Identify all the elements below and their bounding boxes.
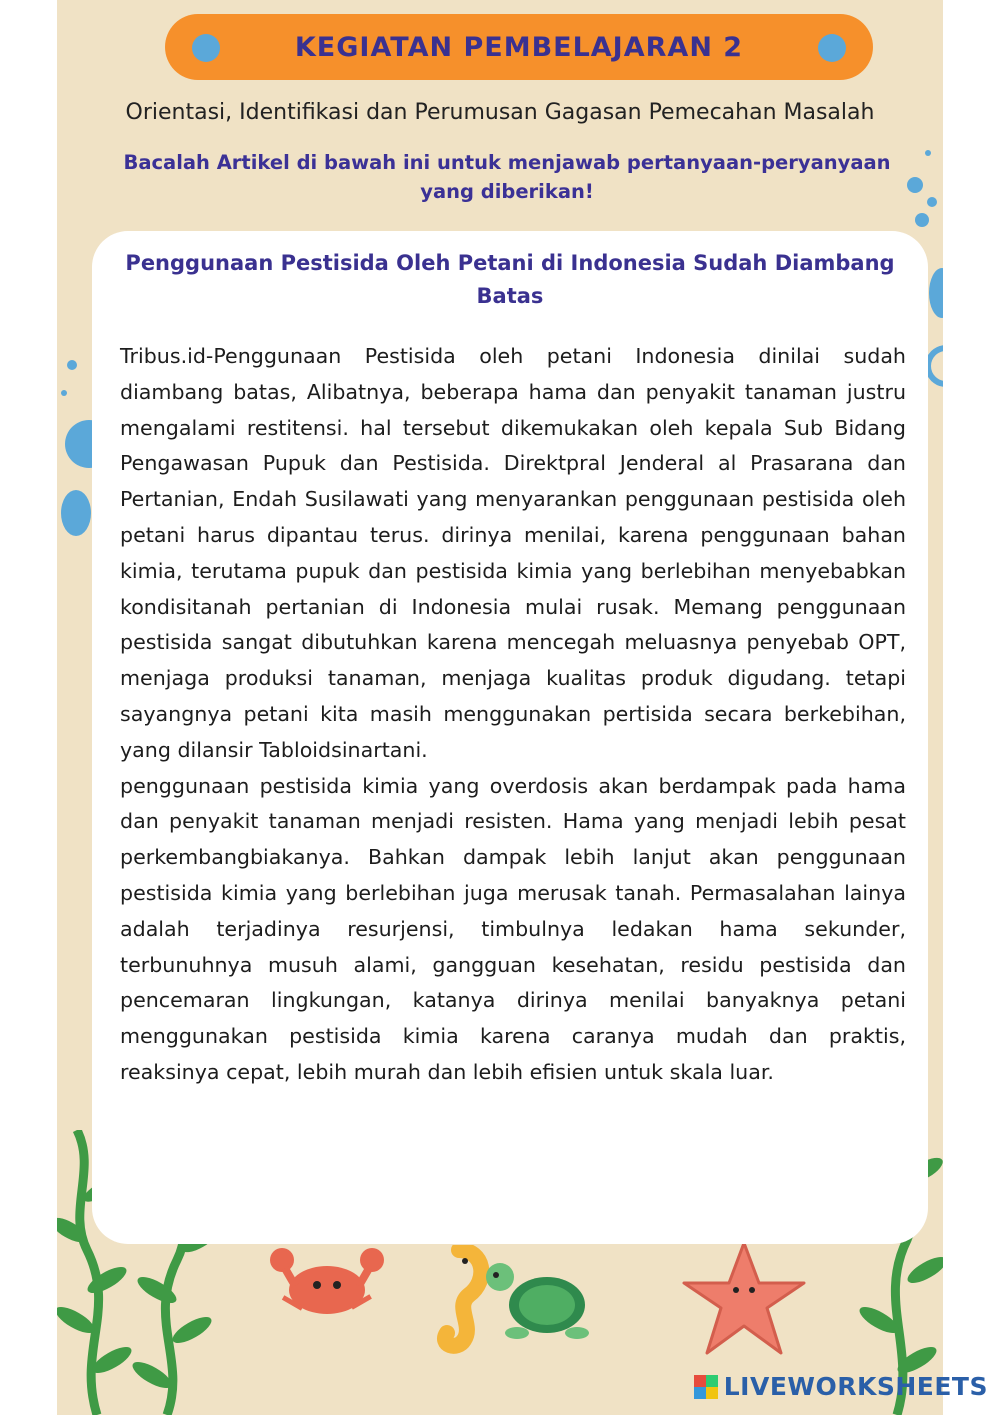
bubble-icon — [192, 34, 220, 62]
article-paragraph: penggunaan pestisida kimia yang overdosis akan berdampak pada hama dan penyakit tanaman menjadi resisten. Hama yang menjadi lebih pesat perkembangbiakanya. Bahkan dampak lebih lanjut akan penggunaan pestisida kimia yang berlebihan juga merusak tanah. Permasalahan lainya adalah terjadinya resurjensi, timbulnya ledakan hama sekunder, terbunuhnya musuh alami, gangguan kesehatan, residu pestisida dan pencemaran lingkungan, katanya dirinya menilai banyaknya petani menggunakan pestisida kimia karena caranya mudah dan praktis, reaksinya cepat, lebih murah dan lebih efisien untuk skala luar. — [120, 773, 906, 1084]
liveworksheets-logo[interactable] — [694, 1372, 988, 1401]
bubble-icon — [915, 213, 929, 227]
worksheet-page — [57, 0, 943, 1415]
bubble-icon — [61, 490, 91, 536]
section-subtitle: Orientasi, Identifikasi dan Perumusan Gagasan Pemecahan Masalah — [125, 100, 875, 125]
starfish-icon — [679, 1238, 809, 1358]
article-body — [120, 339, 906, 1091]
bubble-icon — [927, 197, 937, 207]
bubble-icon — [818, 34, 846, 62]
article-card — [92, 231, 928, 1244]
bubble-icon — [67, 360, 77, 370]
bubble-icon — [925, 150, 931, 156]
liveworksheets-logo-icon — [694, 1375, 718, 1399]
article-title: Penggunaan Pestisida Oleh Petani di Indonesia Sudah Diambang Batas — [125, 251, 895, 308]
banner-title: KEGIATAN PEMBELAJARAN 2 — [294, 31, 744, 63]
article-paragraph: Tribus.id-Penggunaan Pestisida oleh petani Indonesia dinilai sudah diambang batas, Alibatnya, beberapa hama dan penyakit tanaman justru mengalami restitensi. hal tersebut dikemukakan oleh kepala Sub Bidang Pengawasan Pupuk dan Pestisida. Direktpral Jenderal al Prasarana dan Pertanian, Endah Susilawati yang menyarankan penggunaan pestisida oleh petani harus dipantau terus. dirinya menilai, karena penggunaan bahan kimia, terutama pupuk dan pestisida kimia yang berlebihan menyebabkan kondisitanah pertanian di Indonesia mulai rusak. Memang penggunaan pestisida sangat dibutuhkan karena mencegah meluasnya penyebab OPT, menjaga produksi tanaman, menjaga kualitas produk digudang. tetapi sayangnya petani kita masih menggunakan pertisida secara berkebihan, yang dilansir Tabloidsinartani. — [120, 344, 906, 762]
bubble-icon — [61, 390, 67, 396]
bubble-icon — [907, 177, 923, 193]
logo-text: LIVEWORKSHEETS — [723, 1372, 988, 1401]
turtle-icon — [482, 1255, 592, 1345]
crab-icon — [262, 1245, 392, 1325]
instruction-text: Bacalah Artikel di bawah ini untuk menjawab pertanyaan-peryanyaan yang diberikan! — [123, 151, 891, 203]
bubble-icon — [929, 268, 943, 318]
header-banner — [165, 14, 873, 80]
